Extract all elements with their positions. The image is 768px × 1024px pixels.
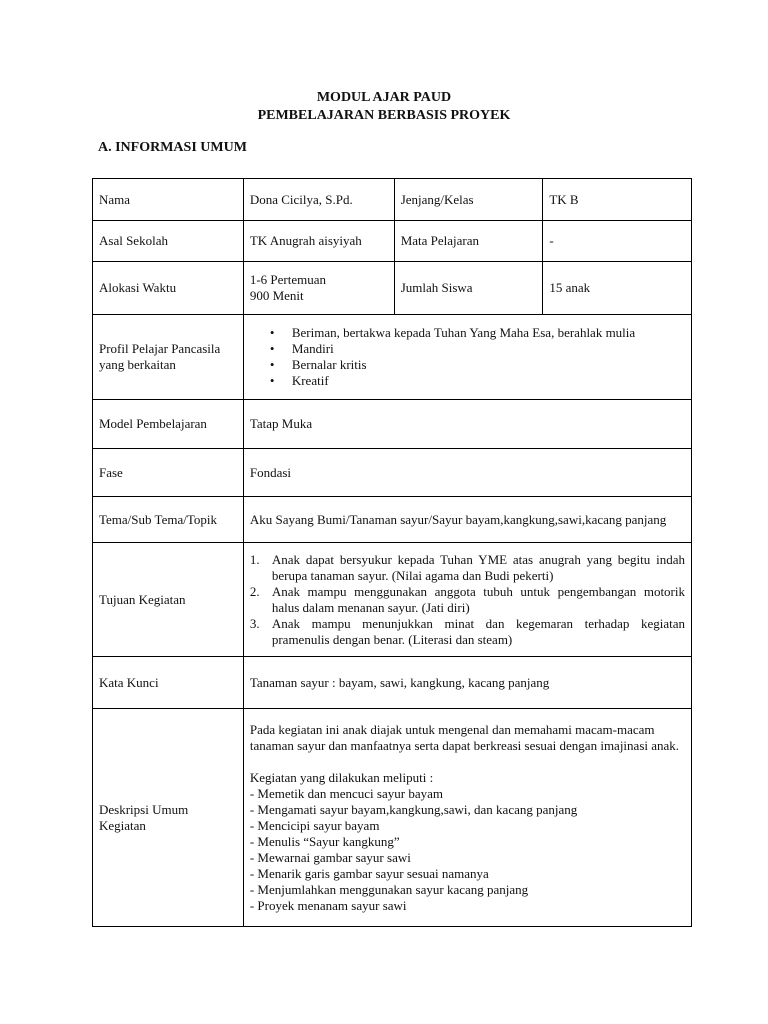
item-text: Anak mampu menggunakan anggota tubuh untuk pengembangan motorik halus dalam menanan sayur. (Jati diri) — [271, 583, 685, 615]
jenjang-label: Jenjang/Kelas — [394, 179, 543, 221]
jumlah-label: Jumlah Siswa — [394, 262, 543, 315]
document-title: MODUL AJAR PAUD — [316, 90, 452, 105]
model-label: Model Pembelajaran — [93, 400, 244, 449]
jenjang-value: TK B — [543, 179, 692, 221]
info-table — [92, 178, 692, 927]
list-item — [249, 615, 685, 648]
profil-list — [250, 325, 685, 389]
document-subtitle: PEMBELAJARAN BERBASIS PROYEK — [257, 108, 511, 123]
tema-value: Aku Sayang Bumi/Tanaman sayur/Sayur bayam,kangkung,sawi,kacang panjang — [243, 497, 691, 543]
list-item: - Mencicipi sayur bayam — [249, 817, 380, 833]
list-item: - Mengamati sayur bayam,kangkung,sawi, dan kacang panjang — [249, 801, 578, 817]
alokasi-label: Alokasi Waktu — [93, 262, 244, 315]
tujuan-list — [250, 552, 685, 648]
list-item: - Proyek menanam sayur sawi — [249, 897, 407, 913]
kata-label: Kata Kunci — [93, 657, 244, 709]
tema-label: Tema/Sub Tema/Topik — [93, 497, 244, 543]
deskripsi-label: Deskripsi Umum Kegiatan — [93, 709, 244, 927]
table-row — [93, 400, 692, 449]
section-heading: A. INFORMASI UMUM — [98, 140, 247, 155]
profil-label: Profil Pelajar Pancasila yang berkaitan — [93, 315, 244, 400]
item-text: Anak mampu menunjukkan minat dan kegemaran terhadap kegiatan pramenulis dengan benar. (Literasi dan steam) — [271, 615, 685, 647]
table-row — [93, 262, 692, 315]
deskripsi-heading: Kegiatan yang dilakukan meliputi : — [249, 769, 434, 785]
list-item: - Memetik dan mencuci sayur bayam — [249, 785, 443, 801]
list-item: • Mandiri — [292, 341, 685, 357]
alokasi-value — [243, 262, 394, 315]
table-row — [93, 449, 692, 497]
list-item: - Mewarnai gambar sayur sawi — [249, 849, 411, 865]
alokasi-line-2: 900 Menit — [249, 288, 304, 303]
item-number: 1. — [249, 551, 260, 567]
model-value: Tatap Muka — [243, 400, 691, 449]
tujuan-label: Tujuan Kegiatan — [93, 543, 244, 657]
list-item: • Bernalar kritis — [292, 357, 685, 373]
list-item — [249, 551, 685, 584]
table-row — [93, 315, 692, 400]
table-row — [93, 543, 692, 657]
fase-label: Fase — [93, 449, 244, 497]
list-item: • Kreatif — [292, 373, 685, 389]
mapel-value: - — [543, 221, 692, 262]
nama-value: Dona Cicilya, S.Pd. — [243, 179, 394, 221]
table-row — [93, 709, 692, 927]
list-item: - Menulis “Sayur kangkung” — [249, 833, 400, 849]
tujuan-value — [243, 543, 691, 657]
table-row — [93, 497, 692, 543]
list-item — [249, 583, 685, 616]
table-row — [93, 179, 692, 221]
profil-value — [243, 315, 691, 400]
asal-value: TK Anugrah aisyiyah — [243, 221, 394, 262]
asal-label: Asal Sekolah — [93, 221, 244, 262]
kata-value: Tanaman sayur : bayam, sawi, kangkung, kacang panjang — [243, 657, 691, 709]
item-number: 3. — [249, 615, 260, 631]
table-row — [93, 221, 692, 262]
list-item: - Menarik garis gambar sayur sesuai namanya — [249, 865, 489, 881]
item-text: Anak dapat bersyukur kepada Tuhan YME atas anugrah yang begitu indah berupa tanaman sayur. (Nilai agama dan Budi pekerti) — [271, 551, 685, 583]
nama-label: Nama — [93, 179, 244, 221]
jumlah-value: 15 anak — [543, 262, 692, 315]
list-item: - Menjumlahkan menggunakan sayur kacang panjang — [249, 881, 529, 897]
item-number: 2. — [249, 583, 260, 599]
fase-value: Fondasi — [243, 449, 691, 497]
list-item: • Beriman, bertakwa kepada Tuhan Yang Maha Esa, berahlak mulia — [292, 325, 685, 341]
mapel-label: Mata Pelajaran — [394, 221, 543, 262]
table-row — [93, 657, 692, 709]
deskripsi-intro: Pada kegiatan ini anak diajak untuk mengenal dan memahami macam-macam tanaman sayur dan manfaatnya serta dapat berkreasi sesuai dengan imajinasi anak. — [249, 721, 680, 753]
deskripsi-value — [243, 709, 691, 927]
alokasi-line-1: 1-6 Pertemuan — [249, 272, 327, 287]
